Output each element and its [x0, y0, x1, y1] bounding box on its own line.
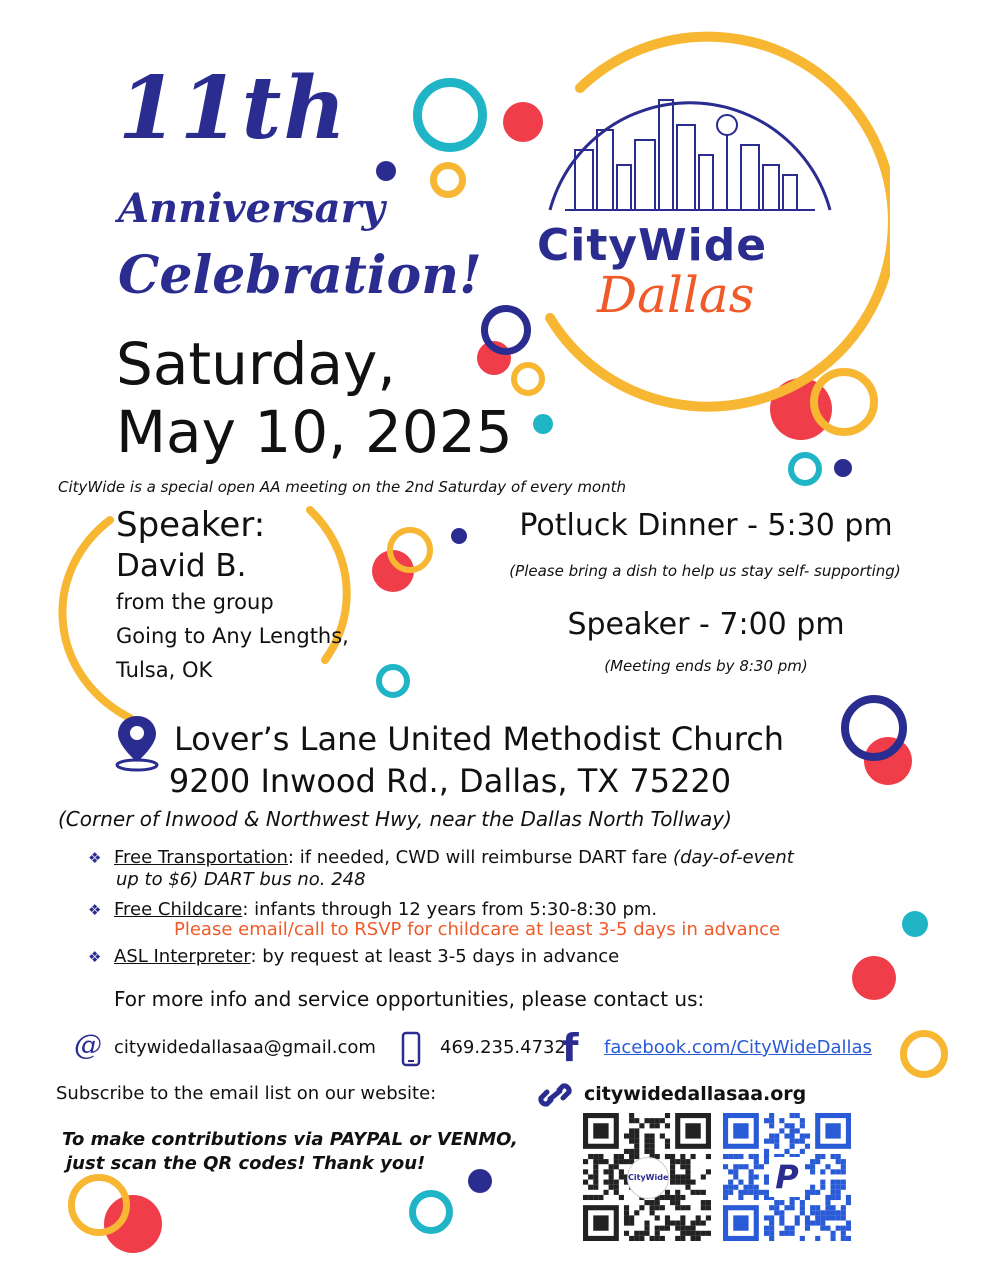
- speaker-name: David B.: [116, 548, 247, 584]
- bullet-text: : infants through 12 years from 5:30-8:30 pm.: [242, 899, 658, 920]
- bullet-title: Free Transportation: [114, 847, 288, 868]
- paypal-icon-letter: P: [775, 1158, 799, 1196]
- contact-email[interactable]: citywidedallasaa@gmail.com: [114, 1037, 376, 1058]
- bullet-asl: [88, 946, 888, 968]
- qr-center-logo: [627, 1157, 669, 1199]
- link-icon: [537, 1078, 573, 1112]
- website-link[interactable]: citywidedallasaa.org: [584, 1083, 807, 1105]
- bullet-italic: (day-of-event: [673, 847, 794, 868]
- contributions-line2: just scan the QR codes! Thank you!: [66, 1153, 426, 1174]
- bullet-diamond-icon: ❖: [88, 948, 102, 966]
- venue-directions: (Corner of Inwood & Northwest Hwy, near the Dallas North Tollway): [58, 807, 732, 831]
- speaker-from: from the group: [116, 590, 274, 614]
- bullet-text: : by request at least 3-5 days in advance: [250, 946, 620, 967]
- paypal-icon: [769, 1157, 805, 1197]
- subscribe-text: Subscribe to the email list on our website:: [56, 1083, 437, 1104]
- title-ordinal: 11th: [118, 58, 348, 159]
- speaker-group: Going to Any Lengths,: [116, 624, 349, 648]
- event-date: [116, 330, 513, 466]
- bullet-title: ASL Interpreter: [114, 946, 251, 967]
- bullet-line2: up to $6) DART bus no. 248: [116, 869, 366, 890]
- at-icon: @: [74, 1028, 102, 1061]
- qr-center-caption: CityWide: [628, 1173, 669, 1182]
- facebook-link[interactable]: facebook.com/CityWideDallas: [604, 1037, 872, 1058]
- more-info: For more info and service opportunities, please contact us:: [114, 987, 705, 1011]
- facebook-icon: f: [562, 1026, 579, 1070]
- bullet-text: : if needed, CWD will reimburse DART fare: [287, 847, 674, 868]
- contact-phone[interactable]: 469.235.4732: [440, 1037, 566, 1058]
- logo-dallas-text: Dallas: [597, 266, 755, 324]
- speaker-time: Speaker - 7:00 pm: [567, 607, 845, 642]
- speaker-time-note: (Meeting ends by 8:30 pm): [604, 657, 808, 675]
- venue-name: Lover’s Lane United Methodist Church: [174, 720, 785, 758]
- logo-citywide-text: CityWide: [537, 220, 768, 271]
- title-celebration: Celebration!: [118, 245, 482, 306]
- contributions-text: [62, 1128, 518, 1176]
- venue-address: 9200 Inwood Rd., Dallas, TX 75220: [168, 762, 732, 800]
- event-date-full: May 10, 2025: [116, 398, 513, 466]
- venmo-qr-code[interactable]: [583, 1113, 711, 1241]
- phone-icon: [401, 1031, 421, 1067]
- rsvp-note: Please email/call to RSVP for childcare at least 3-5 days in advance: [174, 919, 781, 940]
- bullet-title: Free Childcare: [114, 899, 243, 920]
- contributions-line1: To make contributions via PAYPAL or VENMO,: [62, 1129, 518, 1150]
- potluck-time: Potluck Dinner - 5:30 pm: [519, 508, 893, 543]
- speaker-details: [116, 585, 349, 687]
- paypal-qr-code[interactable]: [723, 1113, 851, 1241]
- speaker-label: Speaker:: [116, 505, 266, 545]
- citywide-logo: [535, 70, 845, 340]
- speaker-city: Tulsa, OK: [116, 658, 213, 682]
- intro-text: CityWide is a special open AA meeting on the 2nd Saturday of every month: [58, 478, 627, 496]
- event-date-day: Saturday,: [116, 330, 396, 398]
- bullet-diamond-icon: ❖: [88, 901, 102, 919]
- bullet-diamond-icon: ❖: [88, 849, 102, 867]
- title-anniversary: Anniversary: [118, 185, 385, 232]
- dallas-skyline-icon: [535, 70, 845, 220]
- potluck-note: (Please bring a dish to help us stay self- supporting): [509, 562, 901, 580]
- bullet-transportation: [88, 847, 888, 891]
- bullet-childcare: [88, 899, 888, 921]
